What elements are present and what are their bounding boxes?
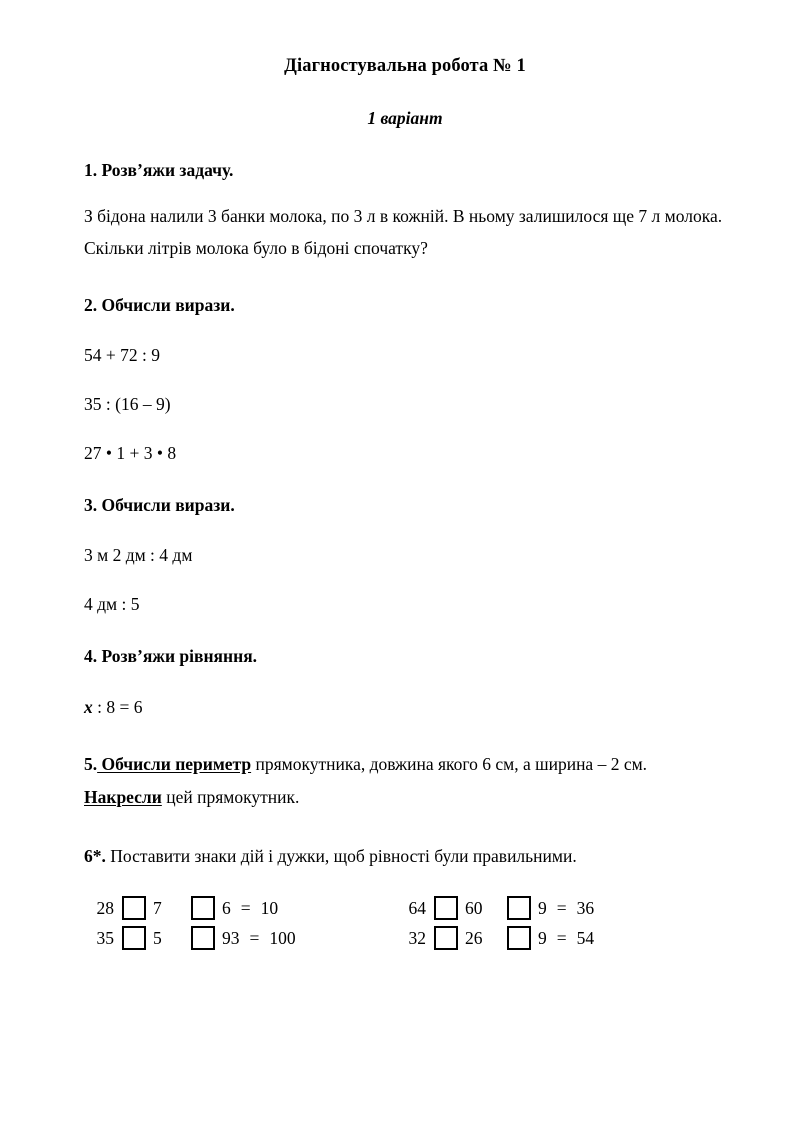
task-5-emphasis-perimeter (97, 754, 251, 774)
task-1-text: З бідона налили 3 банки молока, по 3 л в кожній. В ньому залишилося ще 7 л молока. Скільки літрів молока було в бідоні спочатку? (84, 205, 723, 259)
operand-c: 93 (222, 927, 240, 948)
equation-result: 36 (576, 897, 595, 918)
equation-row-right-2 (394, 926, 726, 950)
operator-box[interactable] (191, 896, 215, 920)
task-6-paragraph (84, 845, 726, 868)
operand-c: 9 (538, 927, 547, 948)
task-5-number: 5. (84, 754, 98, 775)
operator-box[interactable] (507, 926, 531, 950)
task-6-text: Поставити знаки дій і дужки, щоб рівності були правильними. (105, 846, 577, 866)
equation-grid (84, 896, 726, 950)
equation-row-left-1 (84, 896, 394, 920)
task-3-heading: 3. Обчисли вирази. (84, 494, 235, 515)
equation-variable: x (84, 696, 93, 717)
equation-row-right-1 (394, 896, 726, 920)
operand-b: 7 (153, 897, 162, 918)
task-2-expression-3: 27 • 1 + 3 • 8 (84, 442, 177, 463)
equals-sign: = (556, 927, 567, 948)
task-5-paragraph (84, 748, 726, 813)
operand-a: 28 (96, 897, 114, 918)
equation-rest: : 8 = 6 (92, 696, 143, 717)
task-5-emphasis-draw: Накресли (84, 786, 162, 807)
operator-box[interactable] (434, 896, 458, 920)
task-6-number: 6*. (84, 846, 106, 866)
equation-result: 100 (269, 927, 296, 948)
task-4-heading: 4. Розв’яжи рівняння. (84, 645, 258, 666)
task-5-middle-text: прямокутника, довжина якого 6 см, а ширина – 2 см. (251, 754, 648, 775)
operand-a: 32 (408, 927, 426, 948)
operator-box[interactable] (507, 896, 531, 920)
operand-a: 35 (96, 927, 114, 948)
task-5-tail-text: цей прямокутник. (161, 786, 300, 807)
operator-box[interactable] (122, 926, 146, 950)
task-2-expression-1: 54 + 72 : 9 (84, 345, 160, 366)
equals-sign: = (240, 897, 251, 918)
task-2-expression-2: 35 : (16 – 9) (84, 394, 171, 414)
task-3-expression-1: 3 м 2 дм : 4 дм (84, 545, 193, 566)
operand-a: 64 (408, 897, 426, 918)
operand-b: 5 (153, 927, 162, 948)
equals-sign: = (556, 897, 567, 918)
equals-sign: = (249, 927, 260, 948)
equation-result: 54 (576, 927, 595, 948)
document-subtitle: 1 варіант (367, 108, 443, 129)
operand-b: 26 (465, 927, 483, 948)
equation-result: 10 (260, 897, 279, 918)
operator-box[interactable] (191, 926, 215, 950)
operand-b: 60 (465, 897, 483, 918)
document-title: Діагностувальна робота № 1 (284, 56, 526, 76)
operator-box[interactable] (122, 896, 146, 920)
task-5-emphasis-perimeter-text: Обчисли периметр (101, 754, 252, 775)
equation-row-left-2 (84, 926, 394, 950)
operator-box[interactable] (434, 926, 458, 950)
task-1-heading: 1. Розв’яжи задачу. (84, 160, 234, 180)
task-4-equation (84, 696, 726, 719)
task-3-expression-2: 4 дм : 5 (84, 594, 140, 614)
operand-c: 9 (538, 897, 547, 918)
operand-c: 6 (222, 897, 231, 918)
task-2-heading: 2. Обчисли вирази. (84, 294, 235, 315)
